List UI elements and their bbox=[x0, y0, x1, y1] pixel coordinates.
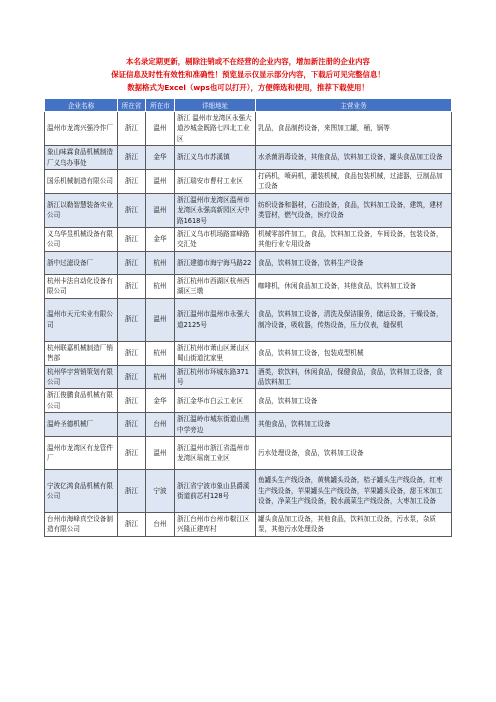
province-cell: 浙江 bbox=[118, 389, 146, 413]
address-cell: 浙江义乌市机场路富峰路交汇处 bbox=[175, 228, 256, 252]
business-cell: 咖啡机，休闲食品加工设备，其他食品，饮料加工设备 bbox=[256, 274, 452, 298]
city-cell: 温州 bbox=[146, 436, 175, 469]
address-cell: 浙江省宁波市象山县爵溪街道前芯村128号 bbox=[175, 469, 256, 512]
table-row bbox=[45, 413, 452, 437]
province-cell: 浙江 bbox=[118, 413, 146, 437]
city-cell: 金华 bbox=[146, 389, 175, 413]
city-cell: 温州 bbox=[146, 170, 175, 194]
city-cell: 台州 bbox=[146, 512, 175, 536]
province-cell: 浙江 bbox=[118, 251, 146, 274]
notice-line-3: 数据格式为Excel（wps也可以打开），方便筛选和使用，推荐下载使用！ bbox=[127, 83, 369, 92]
business-cell: 污水处理设备，食品，饮料加工设备 bbox=[256, 436, 452, 469]
table-row bbox=[45, 146, 452, 170]
business-cell: 水杀菌消毒设备，其他食品，饮料加工设备，罐头食品加工设备 bbox=[256, 146, 452, 170]
company-name-cell: 杭州卡法自动化设备有限公司 bbox=[45, 274, 118, 298]
table-row bbox=[45, 112, 452, 146]
address-cell: 浙江杭州市萧山区萧山区蜀山街道沈家里 bbox=[175, 341, 256, 365]
company-name-cell: 象山味霖食品机械制造厂义乌办事处 bbox=[45, 146, 118, 170]
address-cell: 浙江 温州市龙湾区永强大道沙城金既路七四北工业区 bbox=[175, 112, 256, 146]
city-cell: 金华 bbox=[146, 146, 175, 170]
table-row bbox=[45, 251, 452, 274]
province-cell: 浙江 bbox=[118, 469, 146, 512]
business-cell: 食品，饮料加工设备，清洗及保洁服务，储运设备，干燥设备，制冷设备，吸收器，传热设备，压力仪表，缝保机 bbox=[256, 298, 452, 341]
address-cell: 浙江温州市浙江省温州市龙湾区瑶南工业区 bbox=[175, 436, 256, 469]
business-cell: 机械零部件加工，食品，饮料加工设备，车间设备，包装设备，其他行业专用设备 bbox=[256, 228, 452, 252]
business-cell: 鱼罐头生产线设备，黄桃罐头设备，桔子罐头生产线设备，红枣生产线设备，苹果罐头生产线设备，苹果罐头设备，甜玉米加工设备，净菜生产线设备，脱水蔬菜生产线设备，大枣加工设备 bbox=[256, 469, 452, 512]
address-cell: 浙江温州市温州市永强大道2125号 bbox=[175, 298, 256, 341]
table-row bbox=[45, 274, 452, 298]
province-cell: 浙江 bbox=[118, 341, 146, 365]
company-table bbox=[44, 98, 452, 537]
header-address: 详细地址 bbox=[175, 99, 256, 112]
table-row bbox=[45, 436, 452, 469]
city-cell: 杭州 bbox=[146, 365, 175, 389]
address-cell: 浙江温州市龙湾区温州市龙湾区永强高新园区天中路1618号 bbox=[175, 193, 256, 227]
business-cell: 食品，饮料加工设备，包装成型机械 bbox=[256, 341, 452, 365]
company-name-cell: 义乌华昱机械设备有限公司 bbox=[45, 228, 118, 252]
notice-line-1: 本名录定期更新，剔除注销或不在经营的企业内容，增加新注册的企业内容 bbox=[126, 57, 370, 66]
company-name-cell: 温州市龙湾兴强冷作厂 bbox=[45, 112, 118, 146]
address-cell: 浙江金华市白云工业区 bbox=[175, 389, 256, 413]
header-city: 所在市 bbox=[146, 99, 175, 112]
city-cell: 宁波 bbox=[146, 469, 175, 512]
city-cell: 温州 bbox=[146, 193, 175, 227]
company-name-cell: 浙江以勒智慧装备实业公司 bbox=[45, 193, 118, 227]
city-cell: 杭州 bbox=[146, 274, 175, 298]
province-cell: 浙江 bbox=[118, 298, 146, 341]
notice-line-2: 保证信息及时性有效性和准确性！预览显示仅显示部分内容，下载后可见完整信息！ bbox=[111, 70, 385, 79]
address-cell: 浙江建德市海宁海马路22 bbox=[175, 251, 256, 274]
company-name-cell: 浙江俊鹏食品机械有限公司 bbox=[45, 389, 118, 413]
address-cell: 浙江杭州市西湖区杭州西湖区三墩 bbox=[175, 274, 256, 298]
company-name-cell: 宁波亿鸿食品机械有限公司 bbox=[45, 469, 118, 512]
province-cell: 浙江 bbox=[118, 112, 146, 146]
business-cell: 食品，饮料加工设备，饮料生产设备 bbox=[256, 251, 452, 274]
company-name-cell: 国乐机械制造有限公司 bbox=[45, 170, 118, 194]
city-cell: 温州 bbox=[146, 298, 175, 341]
province-cell: 浙江 bbox=[118, 512, 146, 536]
table-row bbox=[45, 170, 452, 194]
address-cell: 浙江杭州市环城东路371号 bbox=[175, 365, 256, 389]
business-cell: 其他食品，饮料加工设备 bbox=[256, 413, 452, 437]
company-name-cell: 杭州联嘉机械制造厂销售部 bbox=[45, 341, 118, 365]
table-row bbox=[45, 389, 452, 413]
city-cell: 杭州 bbox=[146, 251, 175, 274]
city-cell: 杭州 bbox=[146, 341, 175, 365]
company-name-cell: 杭州华宇营销策划有限公司 bbox=[45, 365, 118, 389]
city-cell: 温州 bbox=[146, 112, 175, 146]
address-cell: 浙江台州市台州市椒江区兴隆正建库村 bbox=[175, 512, 256, 536]
company-name-cell: 温州市龙湾区有龙管件厂 bbox=[45, 436, 118, 469]
business-cell: 乳品，食品制药设备，来图加工罐，桶，锅等 bbox=[256, 112, 452, 146]
table-row bbox=[45, 365, 452, 389]
address-cell: 浙江温岭市城东街道山黑中学旁边 bbox=[175, 413, 256, 437]
table-row bbox=[45, 469, 452, 512]
header-province: 所在省 bbox=[118, 99, 146, 112]
business-cell: 纺织设备和器材，石油设备，食品，饮料加工设备，建筑，建材类管材，燃气设备，医疗设备 bbox=[256, 193, 452, 227]
city-cell: 台州 bbox=[146, 413, 175, 437]
header-company-name: 企业名称 bbox=[45, 99, 118, 112]
company-name-cell: 台州市海峰真空设备制造有限公司 bbox=[45, 512, 118, 536]
header-business: 主营业务 bbox=[256, 99, 452, 112]
province-cell: 浙江 bbox=[118, 193, 146, 227]
company-name-cell: 温州市天元实业有限公司 bbox=[45, 298, 118, 341]
table-row bbox=[45, 228, 452, 252]
table-body bbox=[45, 112, 452, 537]
province-cell: 浙江 bbox=[118, 170, 146, 194]
province-cell: 浙江 bbox=[118, 436, 146, 469]
company-name-cell: 浙中过滤设备厂 bbox=[45, 251, 118, 274]
business-cell: 打码机，喷码机，灌装机械，食品包装机械，过滤器，豆制品加工设备 bbox=[256, 170, 452, 194]
notice-banner bbox=[0, 55, 496, 94]
table-row bbox=[45, 341, 452, 365]
table-row bbox=[45, 193, 452, 227]
address-cell: 浙江瑞安市曹村工业区 bbox=[175, 170, 256, 194]
table-row bbox=[45, 512, 452, 536]
province-cell: 浙江 bbox=[118, 274, 146, 298]
business-cell: 罐头食品加工设备，其他食品，饮料加工设备，污水泵，杂质泵，其他污水处理设备 bbox=[256, 512, 452, 536]
business-cell: 食品，饮料加工设备 bbox=[256, 389, 452, 413]
province-cell: 浙江 bbox=[118, 365, 146, 389]
company-name-cell: 温岭圣德机械厂 bbox=[45, 413, 118, 437]
city-cell: 金华 bbox=[146, 228, 175, 252]
table-row bbox=[45, 298, 452, 341]
province-cell: 浙江 bbox=[118, 228, 146, 252]
business-cell: 酒类，软饮料，休闲食品，保健食品，食品，饮料加工设备，食品饮料加工 bbox=[256, 365, 452, 389]
address-cell: 浙江义乌市苏溪镇 bbox=[175, 146, 256, 170]
province-cell: 浙江 bbox=[118, 146, 146, 170]
table-header-row bbox=[45, 99, 452, 112]
